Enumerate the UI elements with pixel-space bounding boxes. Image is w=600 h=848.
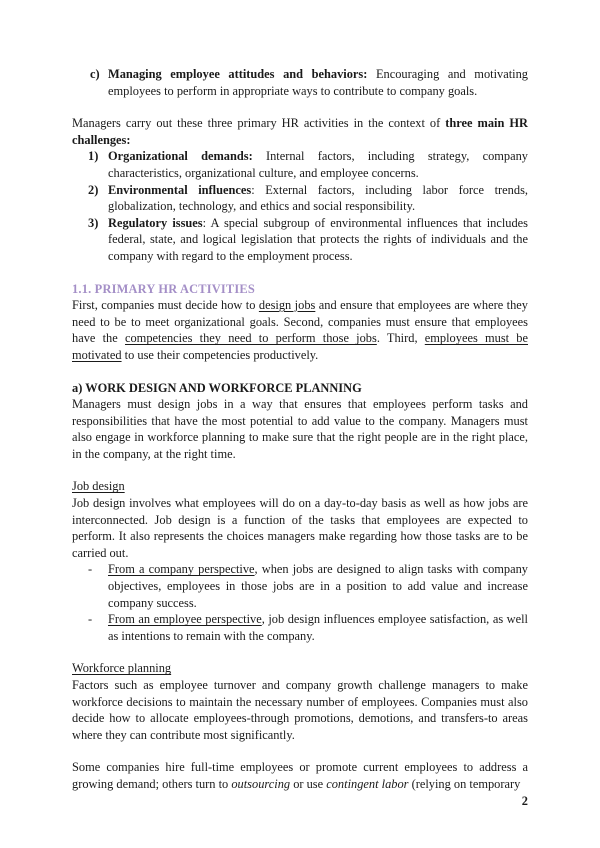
work-design-heading: a) WORK DESIGN AND WORKFORCE PLANNING <box>72 380 362 395</box>
document-page <box>72 66 528 793</box>
closing-paragraph: Some companies hire full-time employees or promote current employees to address a growing demand; others turn to outsourcing or use contingent labor (relying on temporary <box>72 760 528 791</box>
challenge-item-3: 3) Regulatory issues: A special subgroup of environmental influences that includes federal, state, and logical legislation that protects the rights of individuals and the company with regard to the employment process. <box>88 215 528 263</box>
workforce-planning-paragraph: Factors such as employee turnover and company growth challenge managers to make workforce decisions to maintain the necessary number of employees. Companies must also decide how to allocate employees-through promotions, demotions, and transfers-to areas where they can contribute most significantly. <box>72 678 528 742</box>
workforce-planning-title: Workforce planning <box>72 661 172 676</box>
job-design-title: Job design <box>72 479 125 494</box>
job-design-paragraph: Job design involves what employees will do on a day-to-day basis as well as how jobs are interconnected. Job design is a function of the tasks that employees are expected to perform. It also represents the choices managers make regarding how those tasks are to be carried out. <box>72 496 528 560</box>
job-design-bullet-1: - From a company perspective, when jobs are designed to align tasks with company objectives, employees in those jobs are in a position to add value and increase company success. <box>88 562 529 610</box>
list-item-text: Encouraging and motivating employees to perform in appropriate ways to contribute to company goals. <box>108 67 528 98</box>
job-design-bullet-2: - From an employee perspective, job design influences employee satisfaction, as well as intentions to remain with the company. <box>88 612 529 643</box>
list-item-c <box>72 66 528 99</box>
section-paragraph: First, companies must decide how to design jobs and ensure that employees are where they need to be to meet organizational goals. Second, companies must ensure that employees have the competencies they need to perform those jobs. Third, employees must be motivated to use their competencies productively. <box>72 298 529 362</box>
page-number: 2 <box>521 794 528 808</box>
section-heading: 1.1. PRIMARY HR ACTIVITIES <box>72 281 255 296</box>
intro-paragraph: Managers carry out these three primary HR activities in the context of three main HR challenges: <box>72 116 528 147</box>
work-design-paragraph: Managers must design jobs in a way that ensures that employees perform tasks and responsibilities that have the most potential to add value to the company. Managers must also engage in workforce planning to make sure that the right people are in the right place, in the company, at the right time. <box>72 397 528 461</box>
list-item-bold: Managing employee attitudes and behaviors: <box>108 67 368 81</box>
challenge-item-2: 2) Environmental influences: External factors, including labor force trends, globalization, technology, and ethics and social responsibility. <box>88 182 528 214</box>
list-marker: c) <box>90 67 100 81</box>
challenge-item-1: 1) Organizational demands: Internal factors, including strategy, company characteristics, organizational culture, and employee concerns. <box>88 149 528 180</box>
